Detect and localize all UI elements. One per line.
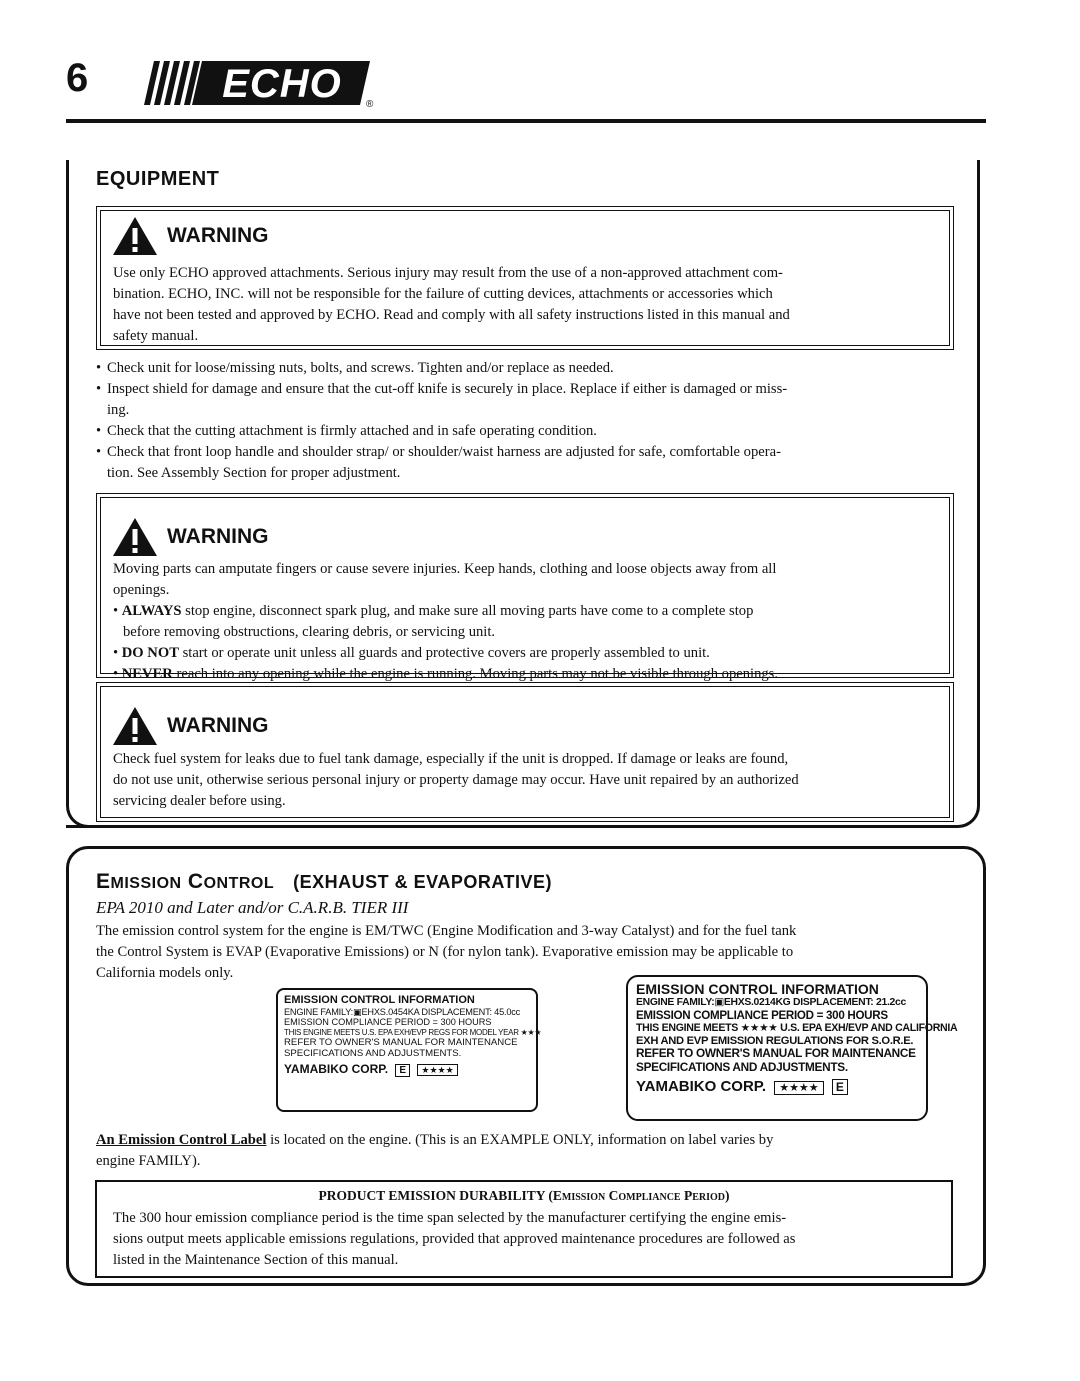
svg-text:®: ® — [366, 99, 374, 109]
warning-triangle-icon — [111, 705, 159, 747]
durability-text: The 300 hour emission compliance period is the time span selected by the manufacturer certifying the engine emis- sions output meets applicable emissions regulations, provided that approved maintenance procedures are followed as listed in the Maintenance Section of this manual. — [113, 1210, 796, 1268]
emission-heading: EMISSION CONTROL (EXHAUST & EVAPORATIVE) — [96, 870, 553, 893]
warning-heading: WARNING — [167, 224, 269, 247]
label-note: An Emission Control Label is located on the engine. (This is an EXAMPLE ONLY, information on label varies by engine FAMILY). — [96, 1132, 774, 1169]
warning-triangle-icon — [111, 215, 159, 257]
list-item-continuation: tion. See Assembly Section for proper adjustment. — [107, 465, 401, 481]
list-item: • Check that front loop handle and shoulder strap/ or shoulder/waist harness are adjusted for safe, comfortable opera- — [96, 442, 956, 463]
list-item-continuation: ing. — [107, 402, 130, 418]
page-number: 6 — [66, 56, 89, 100]
equipment-check-list — [96, 358, 956, 484]
warning-text: Moving parts can amputate fingers or cause severe injuries. Keep hands, clothing and loose objects away from all openings. • ALWAYS stop engine, disconnect spark plug, and make sure all moving parts have come to a complete stop before removing obstructions, clearing debris, or servicing unit. • DO NOT start or operate unit unless all guards and protective covers are properly assembled to unit. • NEVER reach into any opening while the engine is running. Moving parts may not be visible through openings. — [113, 561, 778, 682]
warning-text: Check fuel system for leaks due to fuel tank damage, especially if the unit is dropped. If damage or leaks are found, do not use unit, otherwise serious personal injury or property damage may occur. Have unit repaired by an authorized servicing dealer before using. — [113, 751, 799, 809]
warning-box-attachments — [96, 206, 954, 350]
warning-heading: WARNING — [167, 525, 269, 548]
list-item: • Check that the cutting attachment is firmly attached and in safe operating condition. — [96, 421, 956, 442]
warning-text: Use only ECHO approved attachments. Serious injury may result from the use of a non-approved attachment com- bination. ECHO, INC. will not be responsible for the failure of cutting devices, attachments or accessories which have not been tested and approved by ECHO. Read and comply with all safety instructions listed in this manual and safety manual. — [113, 265, 790, 344]
list-item: • Inspect shield for damage and ensure that the cut-off knife is securely in place. Replace if either is damaged or miss- — [96, 379, 956, 400]
emission-body: The emission control system for the engine is EM/TWC (Engine Modification and 3-way Catalyst) and for the fuel tank the Control System is EVAP (Evaporative Emissions) or N (for nylon tank). Evaporative emission may be applicable to California models only. — [96, 923, 797, 981]
list-item: • Check unit for loose/missing nuts, bolts, and screws. Tighten and/or replace as needed. — [96, 358, 956, 379]
header-rule — [66, 119, 986, 123]
warning-box-fuel-leaks — [96, 682, 954, 822]
emission-label-example-small: EMISSION CONTROL INFORMATION ENGINE FAMILY:▣EHXS.0454KA DISPLACEMENT: 45.0cc EMISSION COMPLIANCE PERIOD = 300 HOURS THIS ENGINE MEETS U.S. EPA EXH/EVP REGS FOR MODEL YEAR ★★★ REFER TO OWNER'S MANUAL FOR MAINTENANCE SPECIFICATIONS AND ADJUSTMENTS. YAMABIKO CORP. E ★★★★ — [276, 988, 538, 1112]
durability-box — [95, 1180, 953, 1278]
equipment-panel-left-border — [66, 160, 69, 805]
durability-title: PRODUCT EMISSION DURABILITY (EMISSION COMPLIANCE PERIOD) — [318, 1188, 730, 1203]
svg-text:ECHO: ECHO — [222, 62, 342, 106]
warning-heading: WARNING — [167, 714, 269, 737]
echo-logo — [140, 57, 376, 109]
warning-box-moving-parts — [96, 493, 954, 682]
emission-label-link: An Emission Control Label — [96, 1132, 267, 1148]
equipment-heading: EQUIPMENT — [96, 168, 220, 190]
emission-label-example-large: EMISSION CONTROL INFORMATION ENGINE FAMILY:▣EHXS.0214KG DISPLACEMENT: 21.2cc EMISSION COMPLIANCE PERIOD = 300 HOURS THIS ENGINE MEETS ★★★★ U.S. EPA EXH/EVP AND CALIFORNIA EXH AND EVP EMISSION REGULATIONS FOR S.O.R.E. REFER TO OWNER'S MANUAL FOR MAINTENANCE SPECIFICATIONS AND ADJUSTMENTS. YAMABIKO CORP. ★★★★ E — [626, 975, 928, 1121]
warning-triangle-icon — [111, 516, 159, 558]
emission-subtitle: EPA 2010 and Later and/or C.A.R.B. TIER III — [96, 898, 409, 917]
